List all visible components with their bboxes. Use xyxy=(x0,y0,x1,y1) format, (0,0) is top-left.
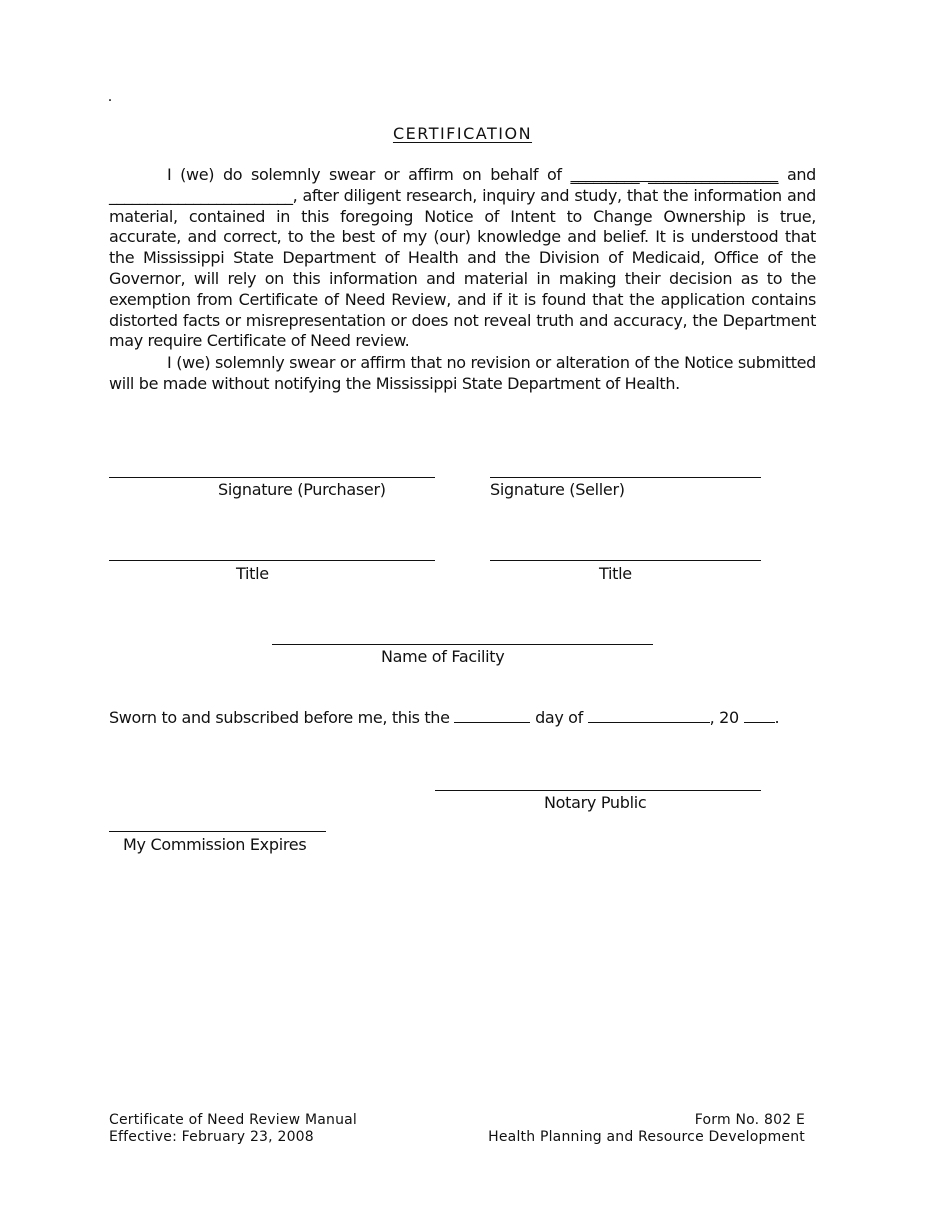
sworn-text-b: day of xyxy=(530,708,588,727)
revision-paragraph xyxy=(109,353,816,395)
day-blank[interactable] xyxy=(454,708,530,723)
sworn-text-c: , 20 xyxy=(709,708,744,727)
purchaser-signature-line[interactable] xyxy=(109,477,435,478)
footer-department: Health Planning and Resource Development xyxy=(488,1129,805,1145)
commission-expires-label: My Commission Expires xyxy=(123,835,307,854)
sworn-text-a: Sworn to and subscribed before me, this the xyxy=(109,708,455,727)
facility-name-line[interactable] xyxy=(272,644,653,645)
paragraph-1-text-b: and ________________________, after diligent research, inquiry and study, that the information and material, contained in this foregoing Notice of Intent to Change Ownership is true, accurate, and correct, to the best of my (our) knowledge and belief. It is understood that the Mississippi State Department of Health and the Division of Medicaid, Office of the Governor, will rely on this information and material in making their decision as to the exemption from Certificate of Need Review, and if it is found that the application contains distorted facts or misrepresentation or does not reveal truth and accuracy, the Department may require Certificate of Need review. xyxy=(109,165,816,351)
sworn-statement xyxy=(109,708,779,727)
notary-signature-line[interactable] xyxy=(435,790,761,791)
paragraph-2-text: I (we) solemnly swear or affirm that no revision or alteration of the Notice submitted will be made without notifying the Mississippi State Department of Health. xyxy=(109,353,816,393)
purchaser-title-label: Title xyxy=(236,564,269,583)
sworn-text-d: . xyxy=(774,708,780,727)
footer-effective-date: Effective: February 23, 2008 xyxy=(109,1129,314,1145)
seller-title-line[interactable] xyxy=(490,560,761,561)
paragraph-1-text-a: I (we) do solemnly swear or affirm on behalf of xyxy=(167,165,571,184)
page-title: CERTIFICATION xyxy=(392,124,533,143)
commission-expires-line[interactable] xyxy=(109,831,326,832)
footer-manual-name: Certificate of Need Review Manual xyxy=(109,1112,358,1128)
footer-left xyxy=(109,1112,357,1146)
footer-form-number: Form No. 802 E xyxy=(694,1112,805,1128)
footer-right xyxy=(488,1112,805,1146)
seller-signature-label: Signature (Seller) xyxy=(490,480,625,499)
notary-public-label: Notary Public xyxy=(544,793,647,812)
month-blank[interactable] xyxy=(588,708,710,723)
facility-name-label: Name of Facility xyxy=(381,647,505,666)
leading-mark: . xyxy=(108,88,112,105)
behalf-of-blank[interactable]: _________ _________________ xyxy=(570,165,779,184)
year-blank[interactable] xyxy=(744,708,775,723)
seller-signature-line[interactable] xyxy=(490,477,761,478)
purchaser-signature-label: Signature (Purchaser) xyxy=(218,480,386,499)
certification-paragraph xyxy=(109,165,816,352)
seller-title-label: Title xyxy=(599,564,632,583)
purchaser-title-line[interactable] xyxy=(109,560,435,561)
